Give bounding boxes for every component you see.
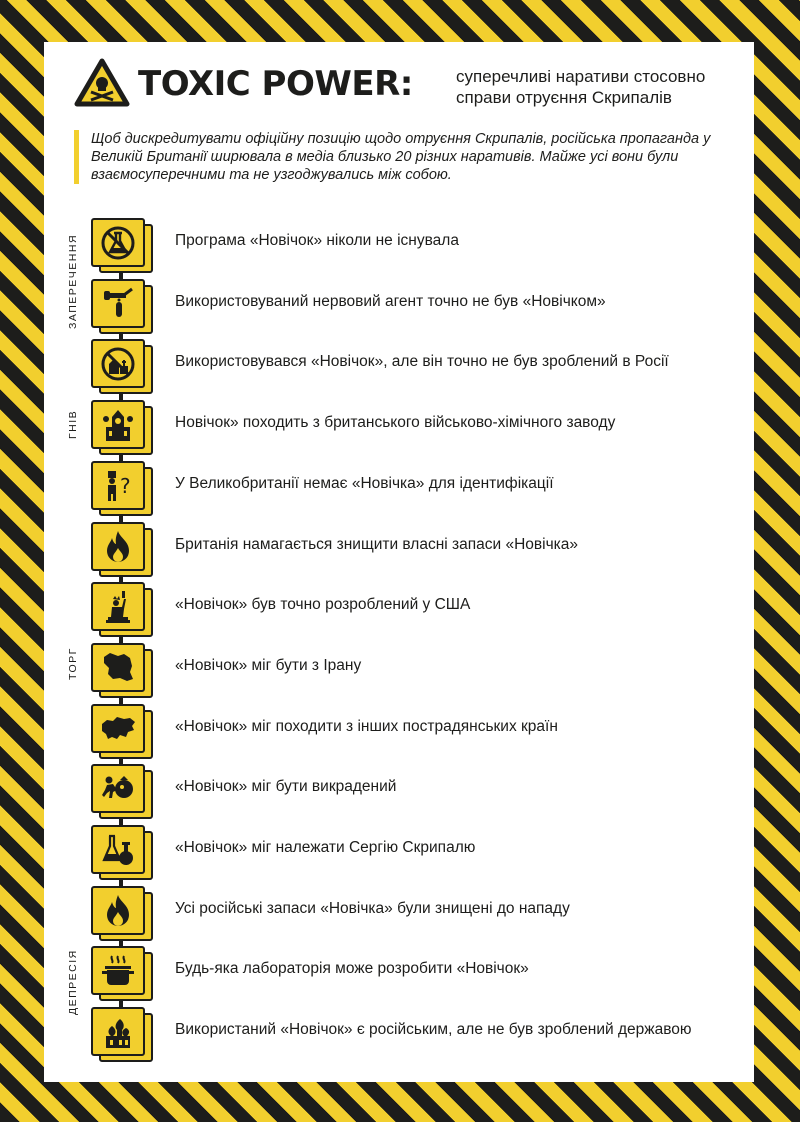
intro-text: Щоб дискредитувати офіційну позицію щодо отруєння Скрипалів, російська пропаганда у Великій Британії ширювала в медіа близько 20 різних наративів. Майже усі вони були взаємосуперечними та не узгоджувались між собою.	[74, 130, 721, 184]
statue-of-liberty-icon	[99, 589, 137, 625]
narrative-item	[44, 400, 744, 454]
narrative-text: «Новічок» міг бути з Ірану	[175, 656, 362, 674]
tile-face	[91, 582, 145, 631]
narrative-item	[44, 279, 744, 333]
narrative-text: Використовувався «Новічок», але він точно не був зроблений в Росії	[175, 353, 669, 371]
narrative-item	[44, 704, 744, 758]
post-soviet-map-icon	[99, 710, 137, 746]
narrative-item	[44, 946, 744, 1000]
narrative-text: Будь-яка лабораторія може розробити «Новічок»	[175, 960, 529, 978]
tile-face	[91, 825, 145, 874]
phase-label-depression: ДЕПРЕСІЯ	[67, 949, 79, 1015]
narrative-tile	[91, 218, 153, 272]
tile-face	[91, 218, 145, 267]
tile-face	[91, 339, 145, 388]
skull-warning-icon	[74, 58, 130, 108]
narrative-tile	[91, 825, 153, 879]
page-subtitle: суперечливі наративи стосовно справи отруєння Скрипалів	[456, 67, 706, 107]
thief-bag-icon	[99, 771, 137, 807]
guard-question-icon	[99, 467, 137, 503]
narrative-tile	[91, 643, 153, 697]
narrative-tile	[91, 279, 153, 333]
narrative-tile	[91, 400, 153, 454]
narrative-item	[44, 643, 744, 697]
tile-face	[91, 704, 145, 753]
narrative-tile	[91, 886, 153, 940]
narrative-text: У Великобританії немає «Новічка» для ідентифікації	[175, 474, 554, 492]
narrative-text: «Новічок» міг бути викрадений	[175, 778, 397, 796]
tile-face	[91, 886, 145, 935]
fire-icon	[99, 892, 137, 928]
narrative-text: Використовуваний нервовий агент точно не був «Новічком»	[175, 292, 606, 310]
narrative-text: Програма «Новічок» ніколи не існувала	[175, 232, 459, 249]
phase-label-bargaining: ТОРГ	[67, 647, 79, 681]
cooking-pot-icon	[99, 953, 137, 989]
narrative-item	[44, 764, 744, 818]
narrative-item	[44, 339, 744, 393]
narrative-text: Новічок» походить з британського військово-хімічного заводу	[175, 414, 616, 432]
tile-face	[91, 946, 145, 995]
narrative-tile	[91, 764, 153, 818]
narrative-text: Використаний «Новічок» є російським, але не був зроблений державою	[175, 1021, 692, 1039]
fire-icon	[99, 528, 137, 564]
big-ben-icon	[99, 407, 137, 443]
tile-face	[91, 400, 145, 449]
narrative-tile	[91, 1007, 153, 1061]
iran-map-icon	[99, 649, 137, 685]
tile-face	[91, 1007, 145, 1056]
header	[74, 56, 734, 116]
narrative-text: Британія намагається знищити власні запаси «Новічка»	[175, 535, 579, 553]
onion-domes-icon	[99, 1014, 137, 1050]
narrative-text: «Новічок» був точно розроблений у США	[175, 596, 471, 614]
content-panel	[44, 42, 754, 1082]
no-russia-building-icon	[99, 346, 137, 382]
narrative-text: «Новічок» міг походити з інших пострадянських країн	[175, 717, 558, 735]
narrative-text: «Новічок» міг належати Сергію Скрипалю	[175, 839, 476, 856]
tile-face	[91, 461, 145, 510]
test-tube-dropper-icon	[99, 285, 137, 321]
tile-face	[91, 522, 145, 571]
narrative-text: Усі російські запаси «Новічка» були знищені до нападу	[175, 899, 570, 917]
phase-label-anger: ГНІВ	[67, 409, 79, 439]
page-title: TOXIC POWER:	[138, 64, 413, 104]
narrative-item	[44, 886, 744, 940]
narrative-item	[44, 825, 744, 879]
narrative-tile	[91, 582, 153, 636]
narrative-tile	[91, 704, 153, 758]
tile-face	[91, 643, 145, 692]
narrative-tile	[91, 946, 153, 1000]
flasks-icon	[99, 832, 137, 868]
no-chemistry-icon	[99, 225, 137, 261]
narrative-item	[44, 218, 744, 272]
narrative-item	[44, 461, 744, 515]
phase-label-denial: ЗАПЕРЕЧЕННЯ	[67, 233, 79, 329]
tile-face	[91, 279, 145, 328]
narrative-tile	[91, 461, 153, 515]
narrative-tile	[91, 339, 153, 393]
narrative-item	[44, 1007, 744, 1061]
narrative-item	[44, 522, 744, 576]
tile-face	[91, 764, 145, 813]
narrative-item	[44, 582, 744, 636]
narrative-tile	[91, 522, 153, 576]
